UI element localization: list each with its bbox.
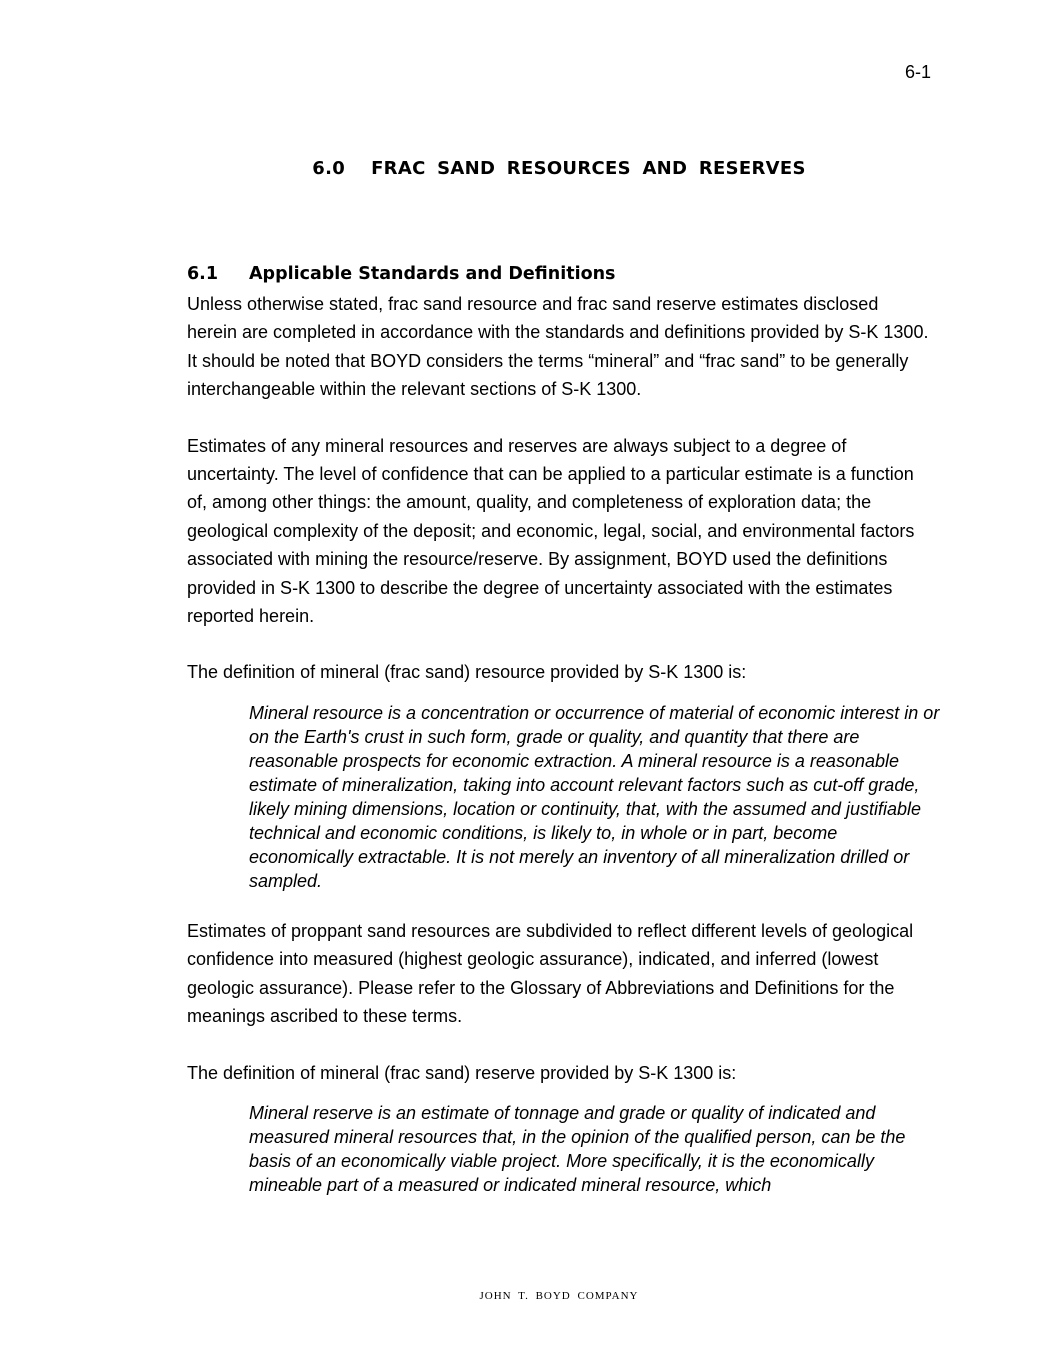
paragraph-uncertainty: Estimates of any mineral resources and reserves are always subject to a degree of uncertainty. The level of confidence that can be applied to a particular estimate is a function of, among other things: the amount, quality, and completeness of exploration data; the geological complexity of the deposit; and economic, legal, social, and environmental factors associated with mining the resource/reserve. By assignment, BOYD used the definitions provided in S-K 1300 to describe the degree of uncertainty associated with the estimates reported herein.	[187, 435, 915, 627]
section-heading	[187, 262, 932, 286]
paragraph-reserve-intro: The definition of mineral (frac sand) reserve provided by S-K 1300 is:	[187, 1062, 737, 1083]
quote-reserve-definition: Mineral reserve is an estimate of tonnage and grade or quality of indicated and measured mineral resources that, in the opinion of the qualified person, can be the basis of an economically viable project. More specifically, it is the economically mineable part of a measured or indicated mineral resource, which	[249, 1102, 906, 1195]
section-title: Applicable Standards and Definitions	[249, 264, 616, 284]
footer-company: JOHN T. BOYD COMPANY	[479, 1290, 639, 1302]
chapter-number: 6.0	[312, 158, 346, 179]
quote-resource-definition: Mineral resource is a concentration or occurrence of material of economic interest in or on the Earth's crust in such form, grade or quality, and quantity that there are reasonable prospects for economic extraction. A mineral resource is a reasonable estimate of mineralization, taking into account relevant factors such as cut-off grade, likely mining dimensions, location or continuity, that, with the assumed and justifiable technical and economic conditions, is likely to, in whole or in part, become economically extractable. It is not merely an inventory of all mineralization drilled or sampled.	[249, 702, 940, 891]
paragraph-resource-classes: Estimates of proppant sand resources are subdivided to reflect different levels of geological confidence into measured (highest geologic assurance), indicated, and inferred (lowest geologic assurance). Please refer to the Glossary of Abbreviations and Definitions for the meanings ascribed to these terms.	[187, 920, 914, 1027]
paragraph-standards: Unless otherwise stated, frac sand resource and frac sand reserve estimates disclosed herein are completed in accordance with the standards and definitions provided by S-K 1300. It should be noted that BOYD considers the terms “mineral” and “frac sand” to be generally interchangeable within the relevant sections of S-K 1300.	[187, 294, 929, 400]
chapter-title-text: FRAC SAND RESOURCES AND RESERVES	[371, 158, 806, 179]
page-number: 6-1	[904, 62, 931, 82]
document-body	[187, 262, 940, 1221]
section-number: 6.1	[187, 264, 219, 284]
paragraph-resource-intro: The definition of mineral (frac sand) resource provided by S-K 1300 is:	[187, 662, 747, 683]
chapter-title	[0, 158, 1055, 179]
